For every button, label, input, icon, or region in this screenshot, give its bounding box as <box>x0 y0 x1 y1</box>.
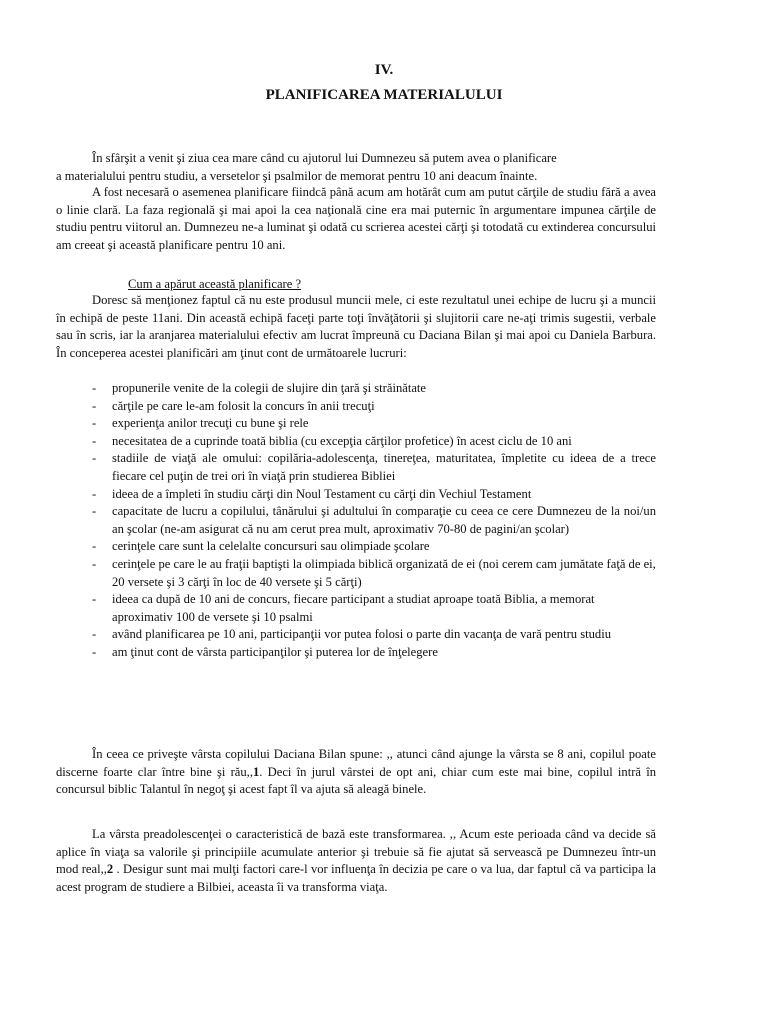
paragraph-continuation: . Deci în jurul vârstei de opt ani, chiar cum este mai bine, copilul intră în concursul biblic Talantul în negoţ şi acest fapt îl va ajuta să aleagă binele. <box>56 764 656 797</box>
section-subheading: Cum a apărut această planificare ? <box>128 277 302 291</box>
list-item-text: cărţile pe care le-am folosit la concurs în anii trecuţi <box>112 398 375 413</box>
bullet-dash: - <box>92 539 97 554</box>
list-item-text: am ţinut cont de vârsta participanţilor şi puterea lor de înţelegere <box>112 644 438 659</box>
list-item-text: stadiile de viaţă ale omului: copilăria-adolescenţa, tinereţea, maturitatea, împletite cu ideea de a trece fiecare cel puţin de trei ori în viaţă prin studierea Bibliei <box>112 451 656 483</box>
bullet-dash: - <box>92 486 97 501</box>
paragraph-quote: În ceea ce priveşte vârsta copilului Daciana Bilan spune: ,, atunci când ajunge la vârsta se 8 ani, copilul poate discerne foarte clar între bine şi rău,, <box>56 747 656 779</box>
list-item <box>56 626 656 644</box>
list-item-text: capacitate de lucru a copilului, tânărului şi adultului în comparaţie cu ceea ce cere Dumnezeu de la noi/un an şcolar (ne-am asigurat că nu am cerut prea mult, aproximativ 70-80 de pagini/an şcolar) <box>112 504 656 536</box>
list-item-text: ideea ca după de 10 ani de concurs, fiecare participant a studiat aproape toată Biblia, a memorat aproximativ 100 de versete şi 10 psalmi <box>112 592 595 624</box>
list-item <box>56 538 656 556</box>
bullet-dash: - <box>92 433 97 448</box>
list-item-text: experienţa anilor trecuţi cu bune şi rele <box>112 416 309 431</box>
list-item <box>56 450 656 485</box>
paragraph-intro <box>56 150 656 185</box>
footnote-ref: 2 <box>106 862 114 877</box>
paragraph-text: A fost necesară o asemenea planificare fiindcă până acum am hotărât cum am putut cărţile de studiu fără a avea o linie clară. La faza regională şi mai apoi la cea naţională cine era mai puternic în argumentare impunea cărţile de studiu pentru viitorul an. Dumnezeu ne-a luminat şi odată cu scrierea acestei cărţi şi totodată cu extinderea concursului am creeat şi această planificare pentru 10 ani. <box>56 185 656 252</box>
list-item <box>56 486 656 504</box>
bullet-dash: - <box>92 592 97 607</box>
list-item <box>56 644 656 662</box>
bullet-dash: - <box>92 504 97 519</box>
paragraph-text <box>56 746 656 799</box>
bullet-dash: - <box>92 381 97 395</box>
list-item <box>56 398 656 416</box>
list-item <box>56 415 656 433</box>
chapter-title: PLANIFICAREA MATERIALULUI <box>265 87 503 103</box>
considerations-list <box>56 380 656 662</box>
paragraph-team <box>56 292 656 362</box>
paragraph-text: Doresc să menţionez faptul că nu este produsul muncii mele, ci este rezultatul unei echipe de lucru şi a muncii în echipă de peste 11ani. Din această echipă faceţi parte toţi învăţătorii şi slujitorii care ne-aţi trimis sugestii, verbale sau în scris, iar la aranjarea materialului efectiv am lucrat împreună cu Daciana Bilan şi mai apoi cu Daniela Barbura. În conceperea acestei planificări am ţinut cont de următoarele lucruri: <box>56 293 656 360</box>
bullet-dash: - <box>92 451 97 466</box>
bullet-dash: - <box>92 556 97 571</box>
paragraph-preadolescence <box>56 826 656 896</box>
bullet-dash: - <box>92 644 97 659</box>
list-item <box>56 433 656 451</box>
footnote-ref: 1 <box>252 764 260 779</box>
bullet-dash: - <box>92 627 97 642</box>
paragraph-age-eight <box>56 746 656 799</box>
paragraph-intro-line-1: În sfârşit a venit şi ziua cea mare când cu ajutorul lui Dumnezeu să putem avea o planificare <box>92 151 557 165</box>
list-item <box>56 591 656 626</box>
paragraph-quote: La vârsta preadolescenţei o caracteristică de bază este transformarea. ,, Acum este perioada când va decide să aplice în viaţa sa valorile şi principiile acumulate anterior şi trebuie să fie ajutat să servească pe Dumnezeu într-un mod real,, <box>56 827 656 877</box>
chapter-number: IV. <box>374 62 394 78</box>
list-item-text: necesitatea de a cuprinde toată biblia (cu excepţia cărţilor profetice) în acest ciclu de 10 ani <box>112 433 572 448</box>
list-item <box>56 556 656 591</box>
paragraph-continuation: . Desigur sunt mai mulţi factori care-l vor influenţa în decizia pe care o va lua, dar faptul că va participa la acest program de studiere a Bilbiei, aceasta îi va transforma viaţa. <box>56 862 656 894</box>
list-item-text: cerinţele care sunt la celelalte concursuri sau olimpiade şcolare <box>112 539 430 554</box>
list-item <box>56 380 656 398</box>
list-item-text: cerinţele pe care le au fraţii baptişti la olimpiada biblică organizată de ei (noi cerem cam jumătate faţă de ei, 20 versete şi 3 cărţi în loc de 40 versete şi 5 cărţi) <box>112 556 656 589</box>
paragraph-text <box>56 826 656 896</box>
paragraph-intro-line-2: a materialului pentru studiu, a versetelor şi psalmilor de memorat pentru 10 ani deacum înainte. <box>56 168 538 183</box>
list-item-text: propunerile venite de la colegii de slujire din ţară şi străinătate <box>112 381 427 395</box>
list-item-text: având planificarea pe 10 ani, participanţii vor putea folosi o parte din vacanţa de vară pentru studiu <box>112 627 612 642</box>
list-item <box>56 503 656 538</box>
paragraph-planning-need <box>56 184 656 254</box>
list-item-text: ideea de a împleti în studiu cărţi din Noul Testament cu cărţi din Vechiul Testament <box>112 486 532 501</box>
bullet-dash: - <box>92 398 97 413</box>
bullet-dash: - <box>92 416 97 431</box>
